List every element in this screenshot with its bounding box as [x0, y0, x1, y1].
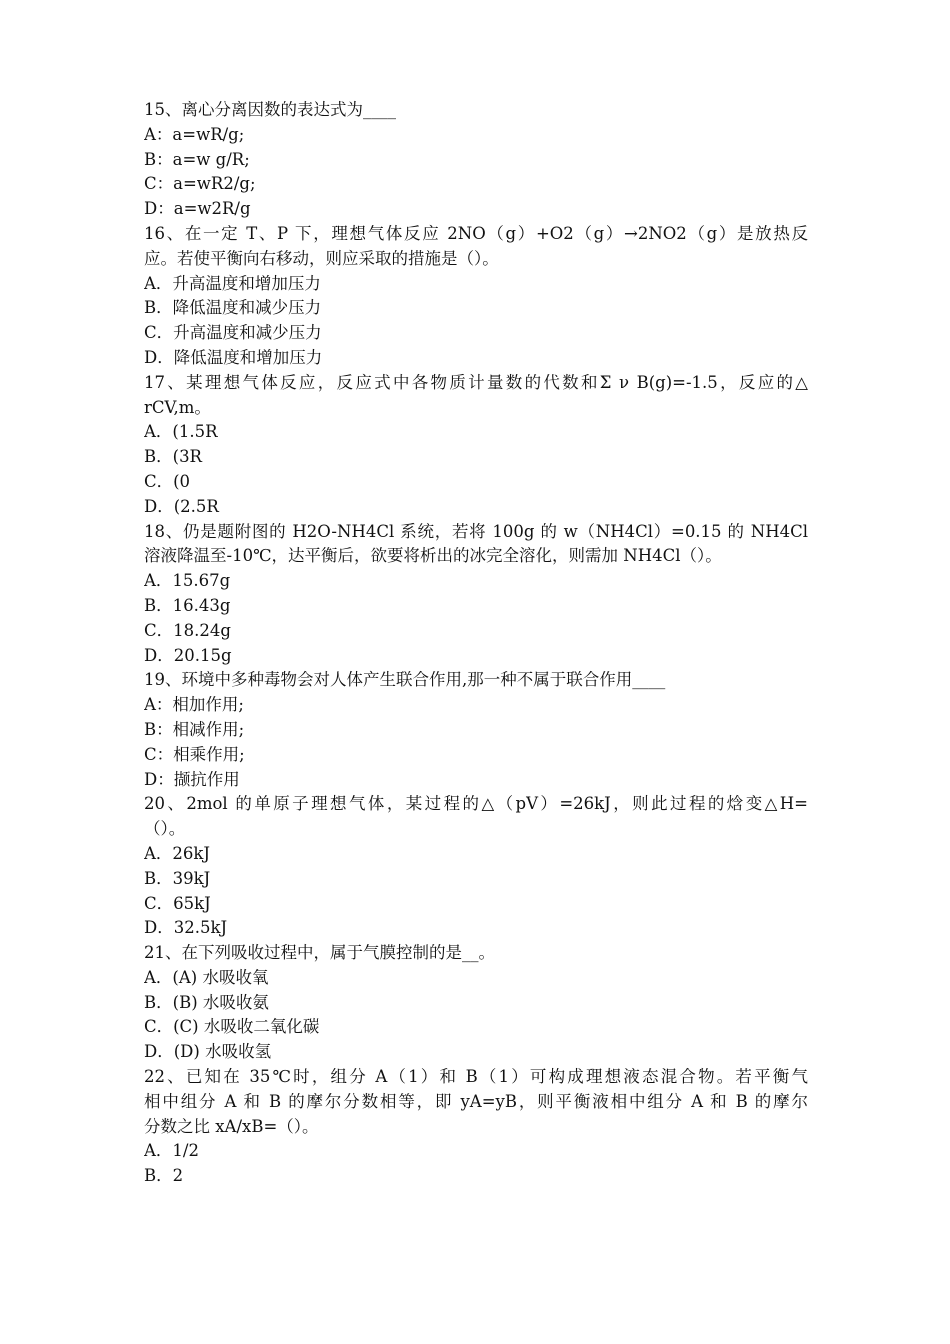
answer-option: B．39kJ — [144, 868, 211, 888]
question-19-stem — [144, 668, 808, 693]
question-stem-line: 16、在一定 T、P 下，理想气体反应 2NO（g）+O2（g）→2NO2（g）是放热反 — [144, 223, 808, 243]
answer-option: C．65kJ — [144, 893, 211, 913]
question-stem-line: 相中组分 A 和 B 的摩尔分数相等，即 yA=yB，则平衡液相中组分 A 和 B 的摩尔 — [144, 1091, 808, 1111]
answer-option: B．2 — [144, 1166, 184, 1186]
question-stem-line: 22、已知在 35℃时，组分 A（1）和 B（1）可构成理想液态混合物。若平衡气 — [144, 1067, 808, 1087]
question-stem-line: 21、在下列吸收过程中，属于气膜控制的是__。 — [144, 943, 495, 963]
answer-option: D．20.15g — [144, 645, 232, 665]
question-stem-line: 15、离心分离因数的表达式为____ — [144, 100, 396, 119]
answer-option: D：撷抗作用 — [144, 769, 240, 789]
question-stem-line: 分数之比 xA/xB=（）。 — [144, 1116, 319, 1136]
answer-option: C．(0 — [144, 471, 191, 491]
answer-option: D．降低温度和增加压力 — [144, 347, 323, 367]
answer-option: A．1/2 — [144, 1141, 199, 1161]
question-18-stem — [144, 520, 808, 570]
question-21-stem — [144, 941, 808, 966]
answer-option: B：相减作用; — [144, 719, 245, 739]
question-22-stem — [144, 1065, 808, 1139]
answer-option: B．(B) 水吸收氨 — [144, 992, 269, 1012]
question-stem-line: 20、2mol 的单原子理想气体，某过程的△（pV）=26kJ，则此过程的焓变△H= — [144, 794, 808, 814]
document-page — [144, 98, 808, 1189]
answer-option: C：a=wR2/g; — [144, 174, 256, 194]
question-17-stem — [144, 371, 808, 421]
answer-option: A：相加作用; — [144, 695, 244, 715]
answer-option: C．18.24g — [144, 620, 231, 640]
answer-option: B．16.43g — [144, 595, 231, 615]
answer-option: D．(D) 水吸收氢 — [144, 1042, 272, 1062]
question-16-stem — [144, 222, 808, 272]
answer-option: B．降低温度和减少压力 — [144, 298, 322, 318]
answer-option: A．15.67g — [144, 571, 231, 591]
answer-option: C．(C) 水吸收二氧化碳 — [144, 1017, 320, 1037]
question-stem-line: 18、仍是题附图的 H2O-NH4Cl 系统，若将 100g 的 w（NH4Cl）=0.15 的 NH4Cl — [144, 521, 808, 541]
answer-option: D：a=w2R/g — [144, 199, 251, 219]
answer-option: B：a=w g/R; — [144, 149, 250, 169]
question-stem-line: 溶液降温至-10℃，达平衡后，欲要将析出的冰完全溶化，则需加 NH4Cl（）。 — [144, 546, 722, 566]
answer-option: D．(2.5R — [144, 496, 219, 516]
answer-option: B．(3R — [144, 447, 202, 467]
answer-option: A．升高温度和增加压力 — [144, 273, 321, 293]
question-stem-line: 19、环境中多种毒物会对人体产生联合作用,那一种不属于联合作用____ — [144, 670, 666, 690]
question-stem-line: （）。 — [144, 819, 186, 839]
answer-option: D．32.5kJ — [144, 918, 228, 938]
question-stem-line: rCV,m。 — [144, 397, 211, 417]
answer-option: A．(1.5R — [144, 422, 218, 442]
question-stem-line: 17、某理想气体反应，反应式中各物质计量数的代数和Σ ν B(g)=-1.5，反应的△ — [144, 372, 808, 392]
question-stem-line: 应。若使平衡向右移动，则应采取的措施是（）。 — [144, 248, 499, 268]
answer-option: A．26kJ — [144, 843, 211, 863]
answer-option: A．(A) 水吸收氧 — [144, 967, 269, 987]
question-20-stem — [144, 792, 808, 842]
answer-option: A：a=wR/g; — [144, 124, 245, 144]
question-15-stem — [144, 98, 808, 123]
answer-option: C：相乘作用; — [144, 744, 245, 764]
answer-option: C．升高温度和减少压力 — [144, 323, 322, 343]
